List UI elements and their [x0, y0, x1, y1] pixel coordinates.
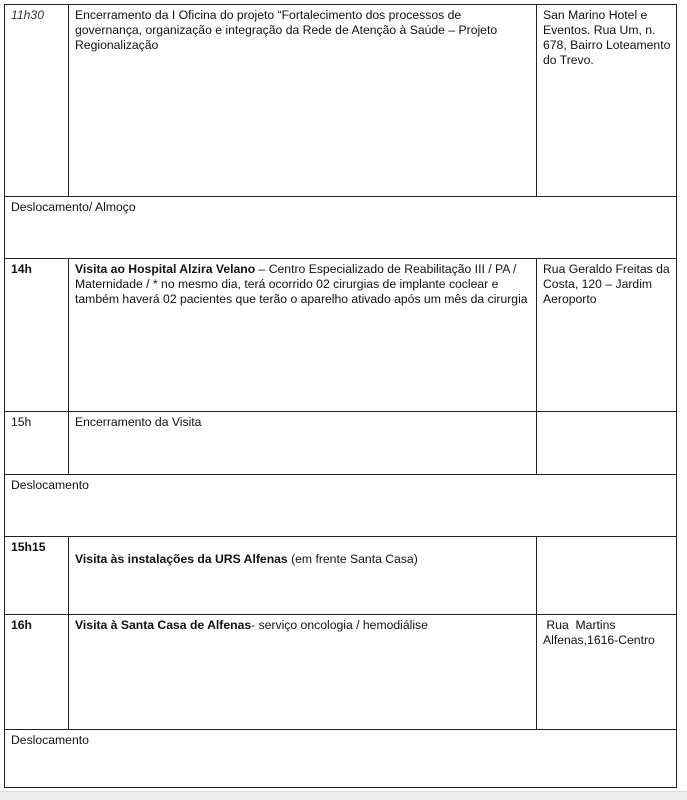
row-time: 15h15: [5, 537, 69, 615]
schedule-row: [5, 615, 677, 730]
row-description-title: Visita às instalações da URS Alfenas: [75, 552, 288, 566]
row-time: 15h: [5, 412, 69, 475]
transit-row: [5, 475, 677, 537]
row-time: 14h: [5, 259, 69, 412]
row-description-text: – Centro Especializado de Reabilitação III / PA / Maternidade / * no mesmo dia, terá ocorrido 02 cirurgias de implante coclear e também haverá 02 pacientes que terão o aparelho ativado após um mês da cirurgia: [75, 262, 528, 306]
schedule-row: [5, 259, 677, 412]
row-description: Encerramento da Visita: [69, 412, 537, 475]
row-description: [69, 537, 537, 615]
schedule-table: [4, 4, 677, 788]
row-description: Encerramento da I Oficina do projeto “Fortalecimento dos processos de governança, organização e integração da Rede de Atenção à Saúde – Projeto Regionalização: [69, 5, 537, 197]
row-description-text: (em frente Santa Casa): [287, 552, 418, 566]
schedule-row: [5, 5, 677, 197]
transit-label: Deslocamento: [5, 730, 677, 788]
row-place: San Marino Hotel e Eventos. Rua Um, n. 678, Bairro Loteamento do Trevo.: [537, 5, 677, 197]
row-description-text: - serviço oncologia / hemodiálise: [251, 618, 428, 632]
row-time: 16h: [5, 615, 69, 730]
transit-row: [5, 730, 677, 788]
row-description-title: Visita à Santa Casa de Alfenas: [75, 618, 252, 632]
row-place: [537, 412, 677, 475]
row-place: Rua Martins Alfenas,1616-Centro: [537, 615, 677, 730]
schedule-row: [5, 537, 677, 615]
transit-row: [5, 197, 677, 259]
row-place: Rua Geraldo Freitas da Costa, 120 – Jardim Aeroporto: [537, 259, 677, 412]
row-place: [537, 537, 677, 615]
row-description: [69, 259, 537, 412]
row-description: [69, 615, 537, 730]
schedule-row: [5, 412, 677, 475]
transit-label: Deslocamento/ Almoço: [5, 197, 677, 259]
row-description-title: Visita ao Hospital Alzira Velano: [75, 262, 256, 276]
transit-label: Deslocamento: [5, 475, 677, 537]
row-time: 11h30: [5, 5, 69, 197]
